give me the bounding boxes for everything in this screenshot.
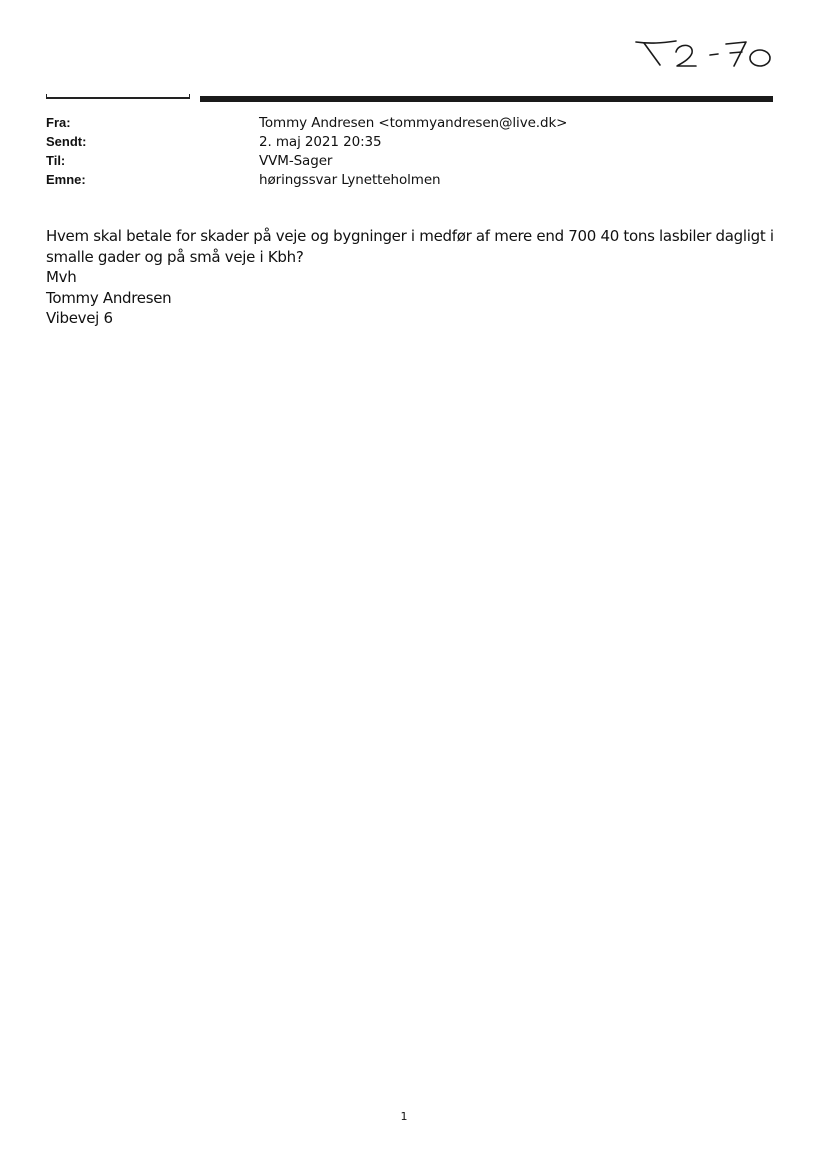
header-divider-thin (46, 97, 190, 99)
from-row (46, 115, 766, 134)
handwritten-mark-drawing (628, 28, 788, 78)
signature-name: Tommy Andresen (46, 288, 172, 307)
to-label: Til: (46, 153, 66, 168)
from-value: Tommy Andresen <tommyandresen@live.dk> (259, 115, 568, 131)
email-body (46, 226, 786, 329)
to-value: VVM-Sager (259, 153, 333, 169)
subject-row (46, 172, 766, 191)
header-divider-thick (200, 96, 773, 102)
handwritten-annotation (628, 28, 788, 78)
subject-label: Emne: (46, 172, 86, 187)
closing-line: Mvh (46, 268, 77, 286)
page-number: 1 (400, 1110, 408, 1123)
body-paragraph: Hvem skal betale for skader på veje og bygninger i medfør af mere end 700 40 tons lasbiler dagligt i smalle gader og på små veje i Kbh? (46, 227, 774, 266)
sent-row (46, 134, 766, 153)
from-label: Fra: (46, 115, 71, 130)
subject-value: høringssvar Lynetteholmen (259, 172, 441, 188)
email-header (46, 115, 766, 191)
sent-label: Sendt: (46, 134, 87, 149)
to-row (46, 153, 766, 172)
signature-address: Vibevej 6 (46, 309, 113, 327)
sent-value: 2. maj 2021 20:35 (259, 134, 382, 150)
